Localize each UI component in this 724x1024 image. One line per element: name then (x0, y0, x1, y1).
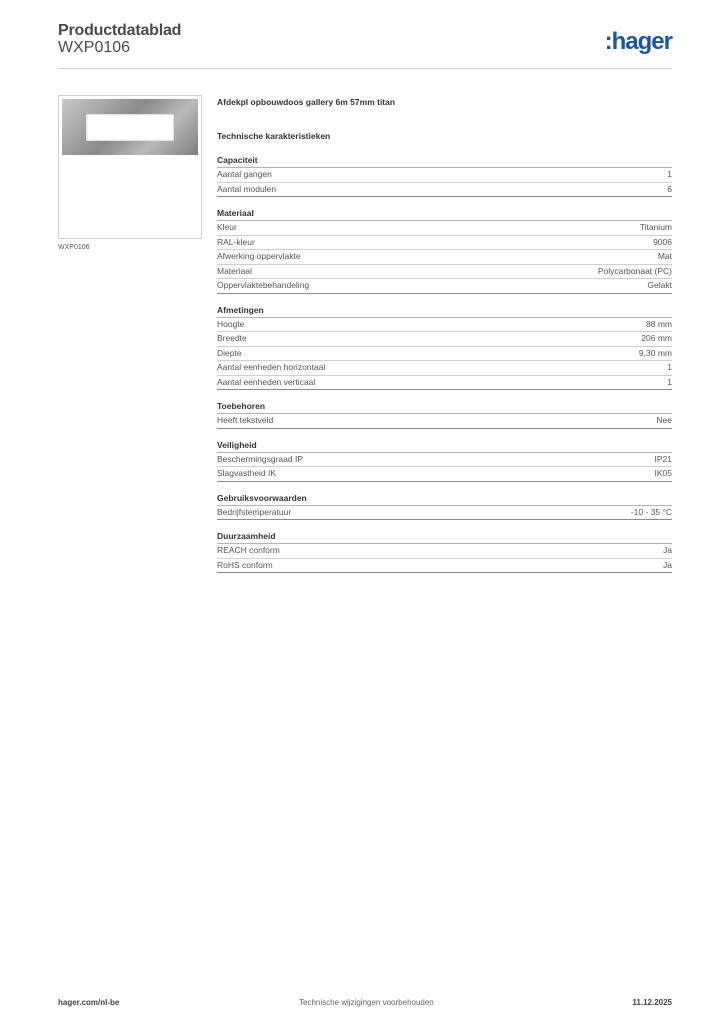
spec-section (217, 439, 672, 482)
section-title: Toebehoren (217, 400, 672, 414)
spec-label: Oppervlaktebehandeling (217, 280, 310, 290)
spec-row (217, 544, 672, 559)
spec-row (217, 183, 672, 198)
section-title: Veiligheid (217, 439, 672, 453)
spec-label: Heeft tekstveld (217, 415, 274, 425)
spec-row (217, 453, 672, 468)
spec-section (217, 492, 672, 521)
spec-row (217, 376, 672, 391)
spec-row (217, 414, 672, 429)
spec-value: 88 mm (646, 318, 672, 329)
spec-value: 1 (667, 169, 672, 179)
spec-row (217, 467, 672, 482)
plate-window (86, 114, 174, 141)
spec-label: Hoogte (217, 318, 245, 329)
section-title: Capaciteit (217, 154, 672, 168)
spec-value: 9,30 mm (638, 347, 672, 358)
spec-sections (217, 154, 672, 573)
spec-label: Diepte (217, 347, 242, 358)
spec-label: Aantal eenheden horizontaal (217, 362, 326, 372)
spec-row (217, 361, 672, 376)
footer-disclaimer: Technische wijzigingen voorbehouden (299, 998, 434, 1007)
spec-value: Titanium (639, 222, 672, 232)
product-image (58, 95, 202, 239)
spec-label: Breedte (217, 333, 247, 343)
spec-section (217, 304, 672, 391)
spec-section (217, 400, 672, 429)
spec-label: Slagvastheid IK (217, 468, 277, 478)
spec-label: RAL-kleur (217, 236, 255, 247)
spec-label: Materiaal (217, 265, 252, 276)
spec-value: 9006 (653, 236, 672, 247)
spec-value: 1 (667, 362, 672, 372)
spec-row (217, 221, 672, 236)
spec-value: Gelakt (647, 280, 672, 290)
spec-value: 6 (667, 183, 672, 194)
footer-website: hager.com/nl-be (58, 998, 120, 1007)
spec-label: Bedrijfstemperatuur (217, 506, 292, 517)
spec-row (217, 318, 672, 333)
spec-section (217, 530, 672, 573)
section-title: Duurzaamheid (217, 530, 672, 544)
spec-row (217, 168, 672, 183)
image-caption: WXP0106 (58, 244, 90, 251)
spec-section (217, 154, 672, 197)
cover-plate-picture (62, 99, 198, 155)
product-code: WXP0106 (58, 39, 131, 56)
page-header (58, 18, 672, 69)
spec-label: RoHS conform (217, 559, 273, 570)
spec-row (217, 265, 672, 280)
spec-label: Kleur (217, 222, 237, 232)
tech-characteristics-title: Technische karakteristieken (217, 131, 331, 141)
spec-label: REACH conform (217, 545, 280, 555)
document-title: Productdatablad (58, 22, 182, 39)
spec-value: 1 (667, 376, 672, 387)
spec-content (217, 96, 672, 573)
spec-label: Afwerking oppervlakte (217, 251, 301, 261)
spec-value: Nee (656, 415, 672, 425)
section-title: Afmetingen (217, 304, 672, 318)
section-title: Gebruiksvoorwaarden (217, 492, 672, 506)
spec-label: Aantal modulen (217, 183, 277, 194)
spec-value: 206 mm (641, 333, 672, 343)
spec-row (217, 279, 672, 294)
spec-label: Beschermingsgraad IP (217, 453, 303, 464)
spec-value: -10 - 35 °C (630, 506, 672, 517)
spec-section (217, 207, 672, 294)
spec-value: Ja (663, 559, 672, 570)
spec-row (217, 236, 672, 251)
spec-label: Aantal eenheden verticaal (217, 376, 316, 387)
spec-value: IK05 (654, 468, 672, 478)
spec-row (217, 347, 672, 362)
spec-row (217, 559, 672, 574)
spec-row (217, 332, 672, 347)
hager-logo: :hager (604, 28, 672, 55)
page-footer (58, 998, 672, 1010)
spec-value: Polycarbonaat (PC) (597, 265, 672, 276)
spec-row (217, 250, 672, 265)
spec-row (217, 506, 672, 521)
spec-value: IP21 (654, 453, 672, 464)
product-name: Afdekpl opbouwdoos gallery 6m 57mm titan (217, 97, 396, 107)
spec-value: Mat (657, 251, 672, 261)
section-title: Materiaal (217, 207, 672, 221)
footer-date: 11.12.2025 (632, 998, 672, 1007)
spec-value: Ja (663, 545, 672, 555)
spec-label: Aantal gangen (217, 169, 272, 179)
